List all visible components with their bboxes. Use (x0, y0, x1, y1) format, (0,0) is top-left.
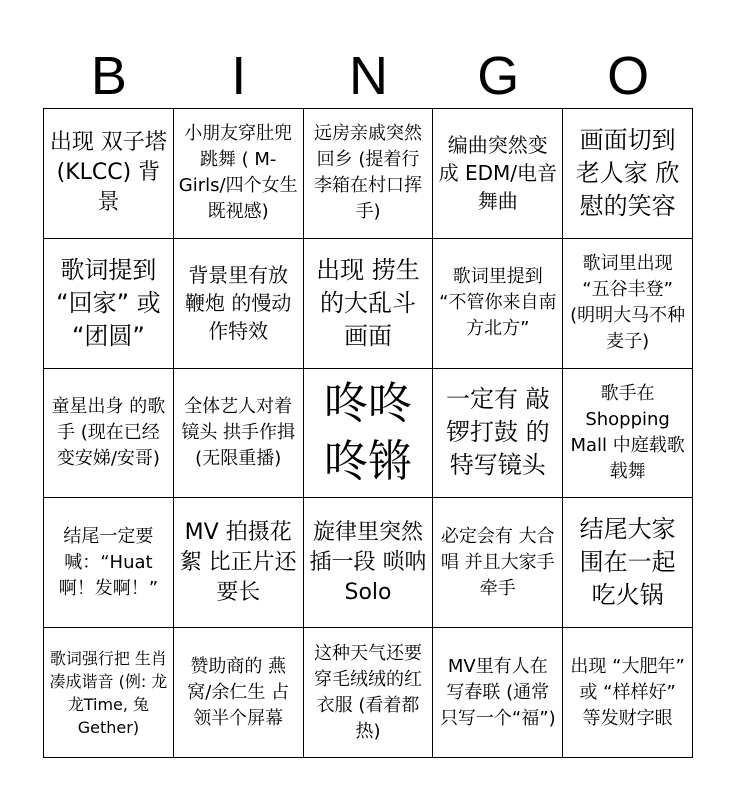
cell-text: 必定会有 大合唱 并且大家手牵手 (440, 525, 555, 599)
bingo-cell[interactable] (174, 239, 304, 369)
bingo-cell[interactable] (44, 498, 174, 628)
bingo-cell[interactable] (563, 498, 693, 628)
cell-text: 歌词里提到 “不管你来自南方北方” (439, 266, 557, 340)
bingo-cell[interactable] (433, 369, 563, 499)
bingo-cell[interactable] (563, 628, 693, 758)
bingo-cell[interactable] (174, 369, 304, 499)
cell-text: 歌手在 Shopping Mall 中庭载歌载舞 (570, 382, 685, 482)
header-letter-i: I (231, 46, 247, 106)
free-space-text: 咚咚咚锵 (323, 377, 412, 487)
bingo-cell[interactable] (174, 109, 304, 239)
bingo-cell[interactable] (44, 109, 174, 239)
bingo-free-space[interactable] (304, 369, 434, 499)
cell-text: 结尾一定要喊：“Huat 啊！发啊！” (58, 525, 159, 599)
bingo-header (44, 44, 693, 108)
cell-text: 背景里有放鞭炮 的慢动作特效 (185, 263, 292, 344)
cell-text: 歌词强行把 生肖 凑成谐音 (例: 龙龙Time, 兔Gether) (49, 648, 168, 737)
cell-text: 出现 捞生 的大乱斗画面 (316, 255, 420, 350)
cell-text: 小朋友穿肚兜跳舞 ( M-Girls/四个女生 既视感) (178, 123, 298, 223)
cell-text: 全体艺人对着镜头 拱手作揖 (无限重播) (181, 395, 296, 469)
header-letter-g: G (477, 46, 520, 106)
cell-text: 出现 双子塔 (KLCC) 背景 (49, 130, 167, 216)
cell-text: 旋律里突然插一段 唢呐 Solo (309, 519, 427, 605)
cell-text: 结尾大家围在一起吃火锅 (579, 515, 676, 610)
bingo-cell[interactable] (44, 369, 174, 499)
bingo-cell[interactable] (433, 498, 563, 628)
cell-text: 这种天气还要 穿毛绒绒的红衣服 (看着都热) (313, 642, 422, 742)
cell-text: 歌词里出现 “五谷丰登” (明明大马不种麦子) (570, 253, 686, 353)
bingo-cell[interactable] (433, 109, 563, 239)
cell-text: 赞助商的 燕窝/余仁生 占领半个屏幕 (187, 655, 290, 729)
cell-text: 一定有 敲锣打鼓 的特写镜头 (445, 385, 550, 480)
cell-text: 出现 “大肥年” 或 “样样好” 等发财字眼 (570, 655, 685, 729)
bingo-cell[interactable] (433, 239, 563, 369)
bingo-cell[interactable] (304, 628, 434, 758)
cell-text: 歌词提到 “回家” 或 “团圆” (56, 255, 161, 350)
cell-text: 画面切到老人家 欣慰的笑容 (575, 125, 680, 220)
bingo-cell[interactable] (304, 109, 434, 239)
header-letter-o: O (607, 46, 650, 106)
bingo-cell[interactable] (563, 239, 693, 369)
bingo-board (43, 108, 693, 758)
bingo-cell[interactable] (563, 369, 693, 499)
cell-text: 编曲突然变成 EDM/电音舞曲 (438, 133, 557, 214)
header-letter-b: B (90, 46, 127, 106)
bingo-cell[interactable] (174, 628, 304, 758)
cell-text: MV里有人在 写春联 (通常只写一个“福”) (439, 655, 556, 729)
bingo-cell[interactable] (433, 628, 563, 758)
cell-text: 童星出身 的歌手 (现在已经变安娣/安哥) (51, 395, 166, 469)
bingo-cell[interactable] (174, 498, 304, 628)
bingo-cell[interactable] (304, 239, 434, 369)
bingo-cell[interactable] (44, 628, 174, 758)
header-letter-n: N (348, 46, 388, 106)
bingo-cell[interactable] (44, 239, 174, 369)
bingo-cell[interactable] (563, 109, 693, 239)
cell-text: MV 拍摄花絮 比正片还要长 (179, 519, 297, 605)
cell-text: 远房亲戚突然 回乡 (提着行李箱在村口挥手) (313, 123, 422, 223)
bingo-cell[interactable] (304, 498, 434, 628)
